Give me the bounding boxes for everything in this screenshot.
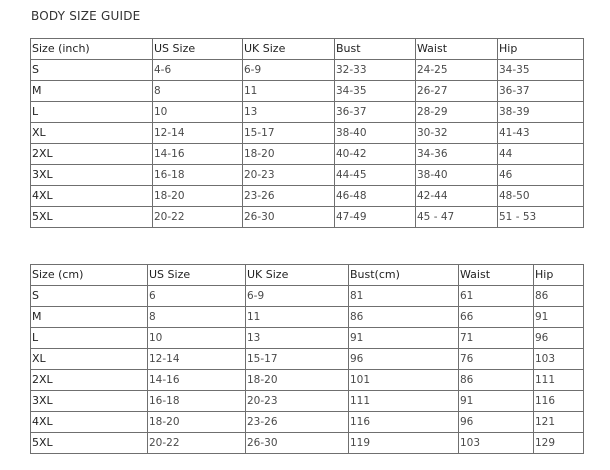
table-cell: 86 [534,286,584,307]
table-cell: 103 [534,349,584,370]
size-label-cell: M [31,81,153,102]
table-cell: 34-36 [416,144,498,165]
table-cell: 12-14 [148,349,246,370]
column-header: Waist [459,265,534,286]
table-cell: 30-32 [416,123,498,144]
table-cell: 10 [153,102,243,123]
table-cell: 16-18 [148,391,246,412]
table-cell: 129 [534,433,584,454]
table-cell: 13 [246,328,349,349]
table-cell: 20-22 [153,207,243,228]
table-cell: 20-23 [246,391,349,412]
table-cell: 26-30 [246,433,349,454]
table-cell: 4-6 [153,60,243,81]
column-header: Size (cm) [31,265,148,286]
table-cell: 38-40 [335,123,416,144]
table-cell: 40-42 [335,144,416,165]
table-cell: 71 [459,328,534,349]
column-header: US Size [148,265,246,286]
table-cell: 18-20 [153,186,243,207]
column-header: Bust [335,39,416,60]
table-cell: 81 [349,286,459,307]
table-cell: 44-45 [335,165,416,186]
table-cell: 15-17 [246,349,349,370]
table-cell: 16-18 [153,165,243,186]
column-header: US Size [153,39,243,60]
table-cell: 6-9 [243,60,335,81]
table-cell: 121 [534,412,584,433]
table-row [31,102,584,123]
table-cell: 86 [459,370,534,391]
table-row [31,286,584,307]
column-header: Bust(cm) [349,265,459,286]
table-cell: 34-35 [498,60,584,81]
table-row [31,412,584,433]
table-cell: 6-9 [246,286,349,307]
column-header: Hip [534,265,584,286]
table-row [31,165,584,186]
table-cell: 76 [459,349,534,370]
table-cell: 28-29 [416,102,498,123]
table-cell: 91 [349,328,459,349]
table-cell: 42-44 [416,186,498,207]
size-label-cell: S [31,286,148,307]
table-cell: 6 [148,286,246,307]
table-cell: 41-43 [498,123,584,144]
table-cell: 18-20 [246,370,349,391]
table-cell: 32-33 [335,60,416,81]
table-header-row [31,39,584,60]
table-cell: 46 [498,165,584,186]
table-cell: 12-14 [153,123,243,144]
table-cell: 111 [349,391,459,412]
table-row [31,81,584,102]
size-label-cell: 5XL [31,207,153,228]
table-cell: 18-20 [148,412,246,433]
table-row [31,60,584,81]
table-cell: 96 [459,412,534,433]
table-cell: 13 [243,102,335,123]
size-label-cell: L [31,328,148,349]
size-label-cell: 3XL [31,165,153,186]
size-table-inch-body [31,39,584,228]
table-row [31,207,584,228]
table-cell: 66 [459,307,534,328]
table-cell: 119 [349,433,459,454]
table-row [31,123,584,144]
table-cell: 116 [349,412,459,433]
size-label-cell: 5XL [31,433,148,454]
table-cell: 103 [459,433,534,454]
table-row [31,391,584,412]
size-table-inch [30,38,584,228]
table-cell: 8 [153,81,243,102]
table-cell: 10 [148,328,246,349]
table-cell: 38-39 [498,102,584,123]
table-cell: 91 [534,307,584,328]
table-cell: 111 [534,370,584,391]
table-header-row [31,265,584,286]
table-cell: 11 [246,307,349,328]
table-cell: 96 [349,349,459,370]
size-table-cm-body [31,265,584,454]
size-label-cell: XL [31,349,148,370]
size-label-cell: M [31,307,148,328]
table-cell: 15-17 [243,123,335,144]
table-cell: 26-30 [243,207,335,228]
table-cell: 61 [459,286,534,307]
table-cell: 91 [459,391,534,412]
table-cell: 45 - 47 [416,207,498,228]
table-cell: 8 [148,307,246,328]
table-cell: 38-40 [416,165,498,186]
size-label-cell: 4XL [31,186,153,207]
size-label-cell: 2XL [31,370,148,391]
table-row [31,370,584,391]
size-label-cell: 3XL [31,391,148,412]
size-label-cell: 4XL [31,412,148,433]
column-header: Size (inch) [31,39,153,60]
table-row [31,349,584,370]
table-cell: 18-20 [243,144,335,165]
table-cell: 96 [534,328,584,349]
size-label-cell: L [31,102,153,123]
table-cell: 51 - 53 [498,207,584,228]
table-row [31,328,584,349]
table-row [31,307,584,328]
table-cell: 11 [243,81,335,102]
column-header: UK Size [243,39,335,60]
table-cell: 20-23 [243,165,335,186]
column-header: UK Size [246,265,349,286]
table-cell: 47-49 [335,207,416,228]
table-row [31,186,584,207]
table-cell: 36-37 [335,102,416,123]
column-header: Waist [416,39,498,60]
table-cell: 48-50 [498,186,584,207]
size-table-cm [30,264,584,454]
table-cell: 86 [349,307,459,328]
page-title: BODY SIZE GUIDE [31,9,141,23]
size-label-cell: XL [31,123,153,144]
table-row [31,144,584,165]
table-cell: 23-26 [243,186,335,207]
table-cell: 46-48 [335,186,416,207]
table-cell: 23-26 [246,412,349,433]
table-cell: 101 [349,370,459,391]
table-cell: 24-25 [416,60,498,81]
table-cell: 34-35 [335,81,416,102]
table-cell: 14-16 [148,370,246,391]
table-cell: 36-37 [498,81,584,102]
table-cell: 26-27 [416,81,498,102]
size-label-cell: 2XL [31,144,153,165]
table-row [31,433,584,454]
column-header: Hip [498,39,584,60]
table-cell: 14-16 [153,144,243,165]
table-cell: 116 [534,391,584,412]
table-cell: 44 [498,144,584,165]
size-label-cell: S [31,60,153,81]
table-cell: 20-22 [148,433,246,454]
